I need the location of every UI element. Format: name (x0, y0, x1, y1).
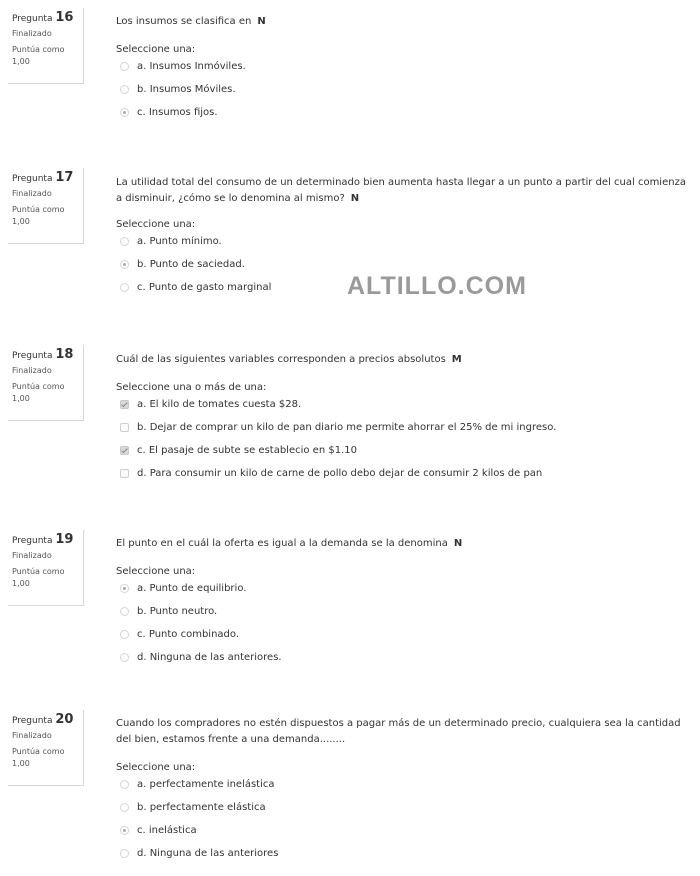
question-grade: Puntúa como 1,00 (12, 205, 65, 226)
answer-option[interactable]: a. Punto de equilibrio. (116, 577, 688, 600)
question-info (8, 168, 84, 244)
question-state: Finalizado (12, 189, 52, 198)
question-content (116, 14, 688, 124)
question-info (8, 345, 84, 421)
radio-button[interactable] (120, 653, 129, 662)
answer-option[interactable]: d. Ninguna de las anteriores (116, 842, 688, 865)
question-content (116, 716, 688, 865)
answer-option[interactable]: b. Insumos Móviles. (116, 78, 688, 101)
question-grade: Puntúa como 1,00 (12, 567, 65, 588)
question-text: El punto en el cuál la oferta es igual a la demanda se la denomina N (116, 538, 463, 549)
question-info (8, 530, 84, 606)
question-info (8, 710, 84, 786)
question-number: Pregunta 20 (12, 712, 74, 727)
answer-option[interactable]: c. Punto combinado. (116, 623, 688, 646)
answer-option[interactable]: a. perfectamente inelástica (116, 773, 688, 796)
radio-button[interactable] (120, 780, 129, 789)
radio-button[interactable] (120, 607, 129, 616)
radio-button[interactable] (120, 283, 129, 292)
question-state: Finalizado (12, 551, 52, 560)
question-grade: Puntúa como 1,00 (12, 382, 65, 403)
answer-option[interactable]: c. Insumos fijos. (116, 101, 688, 124)
answer-prompt: Seleccione una: (116, 566, 196, 577)
answer-prompt: Seleccione una: (116, 219, 196, 230)
radio-button[interactable] (120, 85, 129, 94)
checkbox[interactable] (120, 469, 129, 478)
watermark: ALTILLO.COM (347, 272, 527, 300)
answer-option[interactable]: d. Ninguna de las anteriores. (116, 646, 688, 669)
answer-option[interactable]: a. Punto mínimo. (116, 230, 688, 253)
radio-button-selected[interactable] (120, 108, 129, 117)
question-content (116, 536, 688, 669)
question-number: Pregunta 17 (12, 170, 74, 185)
answer-prompt: Seleccione una: (116, 762, 196, 773)
answer-option[interactable]: b. Dejar de comprar un kilo de pan diario me permite ahorrar el 25% de mi ingreso. (116, 416, 688, 439)
radio-button-selected[interactable] (120, 260, 129, 269)
answer-prompt: Seleccione una: (116, 44, 196, 55)
question-number: Pregunta 18 (12, 347, 74, 362)
checkbox-checked[interactable] (120, 400, 129, 409)
question-state: Finalizado (12, 29, 52, 38)
answer-option[interactable]: c. El pasaje de subte se establecio en $1.10 (116, 439, 688, 462)
answer-prompt: Seleccione una o más de una: (116, 382, 267, 393)
question-text: Cuando los compradores no estén dispuestos a pagar más de un determinado precio, cualquiera sea la cantidad del bien, estamos frente a una demanda........ (116, 718, 681, 745)
answer-option[interactable]: b. perfectamente elástica (116, 796, 688, 819)
answer-option[interactable]: c. inelástica (116, 819, 688, 842)
question-text: La utilidad total del consumo de un determinado bien aumenta hasta llegar a un punto a partir del cual comienza a disminuir, ¿cómo se lo denomina al mismo? N (116, 177, 686, 204)
question-number: Pregunta 19 (12, 532, 74, 547)
question-number: Pregunta 16 (12, 10, 74, 25)
checkbox-checked[interactable] (120, 446, 129, 455)
answer-option[interactable]: b. Punto neutro. (116, 600, 688, 623)
answer-option[interactable]: c. Punto de gasto marginal (116, 276, 688, 299)
answer-option[interactable]: d. Para consumir un kilo de carne de pollo debo dejar de consumir 2 kilos de pan (116, 462, 688, 485)
question-grade: Puntúa como 1,00 (12, 747, 65, 768)
answer-option[interactable]: b. Punto de saciedad. (116, 253, 688, 276)
question-state: Finalizado (12, 366, 52, 375)
question-state: Finalizado (12, 731, 52, 740)
question-text: Los insumos se clasifica en N (116, 16, 266, 27)
question-text: Cuál de las siguientes variables corresponden a precios absolutos M (116, 354, 462, 365)
question-grade: Puntúa como 1,00 (12, 45, 65, 66)
radio-button[interactable] (120, 630, 129, 639)
radio-button[interactable] (120, 849, 129, 858)
radio-button-selected[interactable] (120, 584, 129, 593)
checkbox[interactable] (120, 423, 129, 432)
answer-option[interactable]: a. Insumos Inmóviles. (116, 55, 688, 78)
question-content (116, 352, 688, 485)
radio-button[interactable] (120, 62, 129, 71)
radio-button-selected[interactable] (120, 826, 129, 835)
question-info (8, 8, 84, 84)
radio-button[interactable] (120, 803, 129, 812)
radio-button[interactable] (120, 237, 129, 246)
answer-option[interactable]: a. El kilo de tomates cuesta $28. (116, 393, 688, 416)
